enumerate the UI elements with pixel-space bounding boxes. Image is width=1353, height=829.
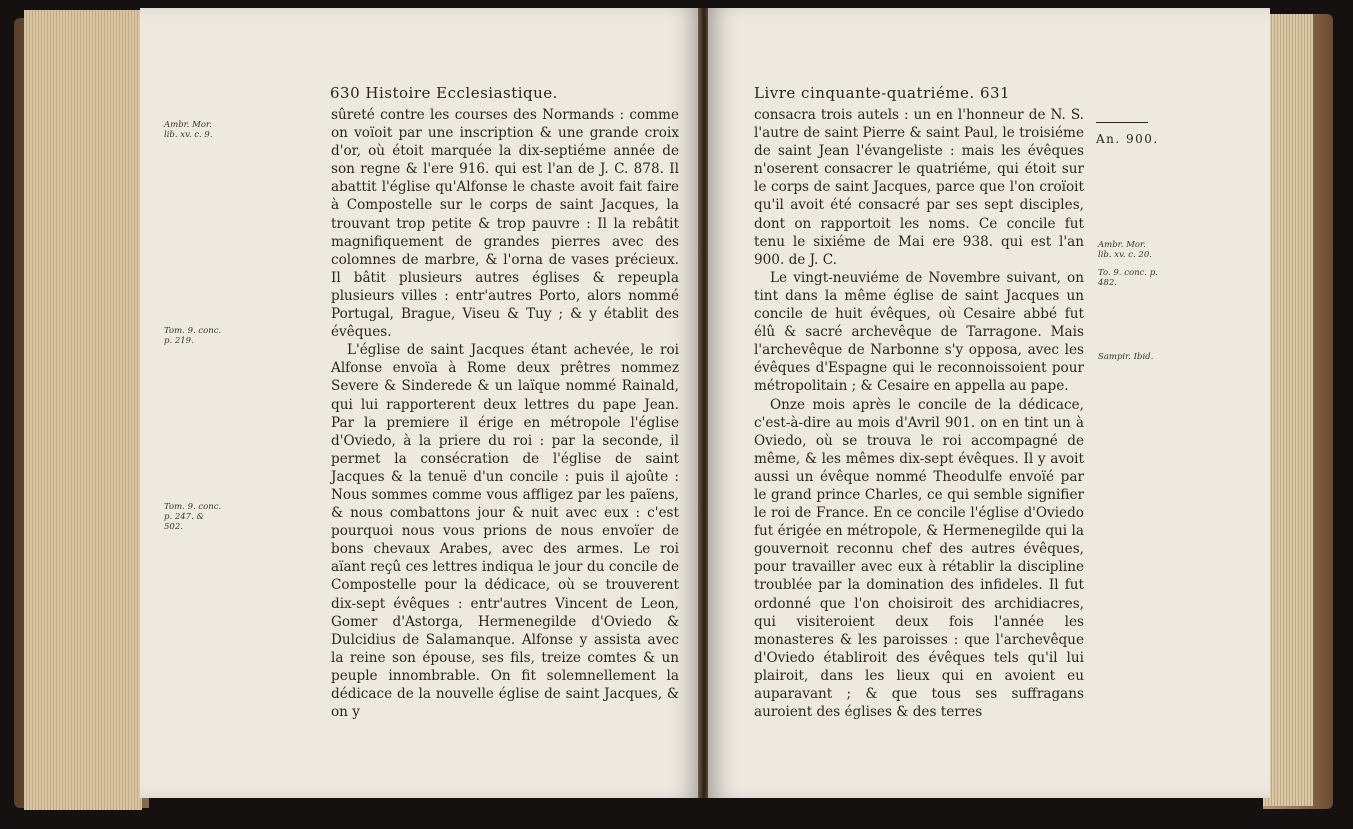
left-page-header: 630 Histoire Ecclesiastique.	[330, 84, 558, 102]
right-page-body	[754, 106, 1084, 721]
year-rule	[1096, 122, 1148, 123]
paragraph: sûreté contre les courses des Normands : comme on voïoit par une inscription & une grande croix d'or, où étoit marquée la dix-septiéme année de son regne & l'ere 916. qui est l'an de J. C. 878. Il abattit l'église qu'Alfonse le chaste avoit fait faire à Compostelle sur le corps de saint Jacques, la trouvant trop petite & trop pauvre : Il la rebâtit magnifiquement de grandes pierres avec des colomnes de marbre, & l'orna de vases précieux. Il bâtit plusieurs autres églises & repeupla plusieurs villes : entr'autres Porto, alors nommé Portugal, Brague, Viseu & Tuy ; & y établit des évêques.	[331, 107, 679, 341]
page-edges-right	[1263, 14, 1313, 806]
paragraph: L'église de saint Jacques étant achevée, le roi Alfonse envoïa à Rome deux prêtres nommez Severe & Sinderede & un laïque nommé Rainald, qui lui rapporterent deux lettres du pape Jean. Par la premiere il érige en métropole l'église d'Oviedo, à la priere du roi : par la seconde, il permet la consécration de l'église de saint Jacques & la tenuë d'un concile : puis il ajoûte : Nous sommes comme vous affligez par les païens, & nous combattons jour & nuit avec eux : c'est pourquoi nous vous prions de nous envoïer de bons chevaux Arabes, avec des armes. Le roi aïant reçû ces lettres indiqua le jour du concile de Compostelle pour la dédicace, où se trouverent dix-sept évêques : entr'autres Vincent de Leon, Gomer d'Astorga, Hermenegilde d'Oviedo & Dulcidius de Salamanque. Alfonse y assista avec la reine son épouse, ses fils, treize comtes & un peuple innombrable. On fit solemnellement la dédicace de la nouvelle église de saint Jacques, & on y	[331, 342, 679, 721]
margin-note: Tom. 9. conc. p. 219.	[164, 326, 222, 346]
year-note: An. 900.	[1096, 132, 1159, 146]
margin-note: Sampir. Ibid.	[1098, 352, 1154, 362]
right-page-header: Livre cinquante-quatriéme. 631	[754, 84, 1011, 102]
left-page	[140, 8, 700, 798]
left-page-body	[331, 106, 679, 721]
paragraph: Onze mois après le concile de la dédicace, c'est-à-dire au mois d'Avril 901. on en tint un à Oviedo, où se trouva le roi accompagné de même, & les mêmes dix-sept évêques. Il y avoit aussi un évêque nommé Theodulfe envoïé par le grand prince Charles, ce qui semble signifier le roi de France. En ce concile l'église d'Oviedo fut érigée en métropole, & Hermenegilde qui la gouvernoit reconnu chef des autres évêques, pour travailler avec eux à rétablir la discipline troublée par la domination des infideles. Il fut ordonné que l'on choisiroit des archidiacres, qui visiteroient deux fois l'année les monasteres & les paroisses : que l'archevêque d'Oviedo établiroit des évêques tels qu'il lui plairoit, dans les lieux qui en avoient eu auparavant ; & que tous ses suffragans auroient des églises & des terres	[754, 396, 1084, 721]
margin-note: To. 9. conc. p. 482.	[1098, 268, 1158, 288]
paragraph: consacra trois autels : un en l'honneur de N. S. l'autre de saint Pierre & saint Paul, le troisiéme de saint Jean l'évangeliste : mais les évêques n'oserent consacrer le quatriéme, qui étoit sur le corps de saint Jacques, parce que l'on croïoit qu'il avoit été consacré par ses sept disciples, dont on rapportoit les noms. Ce concile fut tenu le sixiéme de Mai ere 938. qui est l'an 900. de J. C.	[754, 107, 1084, 268]
paragraph: Le vingt-neuviéme de Novembre suivant, on tint dans la même église de saint Jacques un concile de huit évêques, où Cesaire abbé fut élû & sacré archevêque de Tarragone. Mais l'archevêque de Narbonne s'y opposa, avec les évêques d'Espagne qui le reconnoissoient pour métropolitain ; & Cesaire en appella au pape.	[754, 269, 1084, 395]
page-edges-left	[24, 10, 142, 810]
right-page	[708, 8, 1270, 798]
margin-note: Ambr. Mor. lib. xv. c. 20.	[1098, 240, 1152, 260]
margin-note: Tom. 9. conc. p. 247. & 502.	[164, 502, 222, 532]
margin-note: Ambr. Mor. lib. xv. c. 9.	[164, 120, 213, 140]
